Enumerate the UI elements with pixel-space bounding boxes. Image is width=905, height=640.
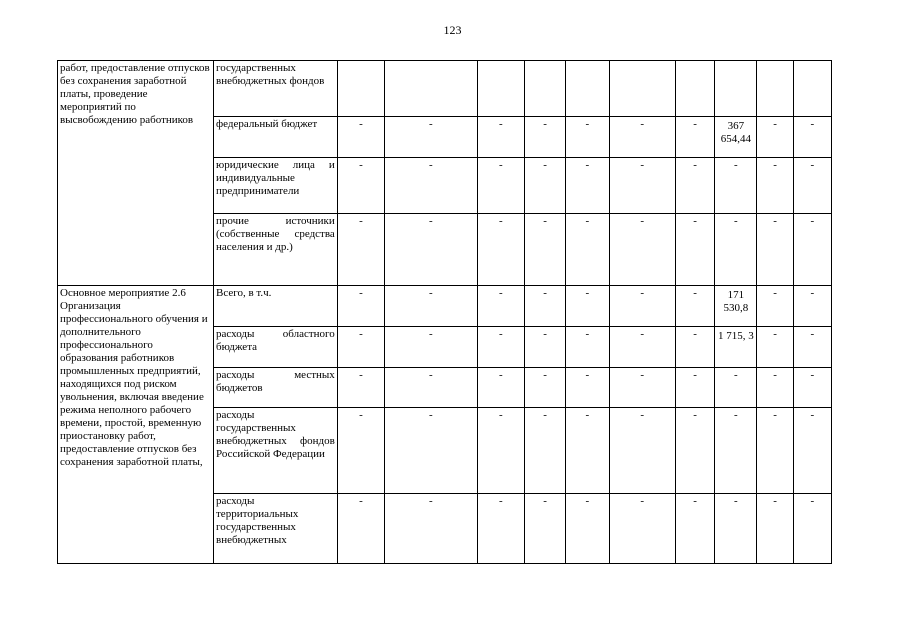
- value-cell: [337, 61, 384, 117]
- value-cell: -: [793, 494, 831, 564]
- value-cell: -: [524, 117, 565, 158]
- value-cell: -: [566, 117, 609, 158]
- value-cell: -: [675, 368, 714, 408]
- value-cell: -: [477, 117, 524, 158]
- value-cell: -: [524, 368, 565, 408]
- value-cell: -: [477, 158, 524, 214]
- source-cell: расходы местных бюджетов: [214, 368, 338, 408]
- source-cell: государственных внебюджетных фондов: [214, 61, 338, 117]
- value-cell: -: [477, 368, 524, 408]
- value-cell: -: [675, 408, 714, 494]
- value-cell: -: [609, 286, 675, 327]
- value-cell: -: [793, 286, 831, 327]
- value-cell: -: [757, 494, 793, 564]
- value-cell: -: [609, 117, 675, 158]
- value-cell: -: [385, 368, 478, 408]
- source-cell: расходы территориальных государственных внебюджетных: [214, 494, 338, 564]
- value-cell: -: [675, 158, 714, 214]
- value-cell: -: [609, 368, 675, 408]
- value-cell: -: [337, 214, 384, 286]
- value-cell: -: [793, 158, 831, 214]
- value-cell: -: [477, 214, 524, 286]
- source-cell: Всего, в т.ч.: [214, 286, 338, 327]
- value-cell: -: [385, 286, 478, 327]
- value-cell: -: [524, 494, 565, 564]
- value-cell: -: [337, 158, 384, 214]
- value-cell: -: [757, 214, 793, 286]
- value-cell: -: [337, 327, 384, 368]
- value-cell: -: [793, 214, 831, 286]
- value-cell: -: [793, 408, 831, 494]
- measure-cell: работ, предоставление отпусков без сохранения заработной платы, проведение мероприятий по высвобождению работников: [58, 61, 214, 286]
- value-cell: -: [793, 117, 831, 158]
- value-cell: -: [757, 286, 793, 327]
- value-cell: -: [477, 286, 524, 327]
- table-row: [58, 61, 832, 117]
- value-cell: -: [675, 286, 714, 327]
- value-cell: -: [675, 327, 714, 368]
- value-cell: -: [477, 408, 524, 494]
- value-cell: -: [385, 408, 478, 494]
- value-cell: -: [524, 327, 565, 368]
- value-cell: -: [337, 368, 384, 408]
- value-cell: 171 530,8: [715, 286, 757, 327]
- value-cell: -: [337, 117, 384, 158]
- value-cell: [566, 61, 609, 117]
- value-cell: [757, 61, 793, 117]
- value-cell: -: [715, 214, 757, 286]
- value-cell: -: [566, 494, 609, 564]
- value-cell: -: [566, 158, 609, 214]
- source-cell: федеральный бюджет: [214, 117, 338, 158]
- value-cell: -: [524, 286, 565, 327]
- source-cell: юридические лица и индивидуальные предприниматели: [214, 158, 338, 214]
- value-cell: 1 715, 3: [715, 327, 757, 368]
- value-cell: -: [609, 494, 675, 564]
- value-cell: -: [524, 408, 565, 494]
- value-cell: -: [609, 327, 675, 368]
- value-cell: -: [566, 327, 609, 368]
- value-cell: -: [566, 214, 609, 286]
- table-row: [58, 286, 832, 327]
- value-cell: [793, 61, 831, 117]
- value-cell: -: [385, 158, 478, 214]
- value-cell: -: [715, 494, 757, 564]
- value-cell: -: [337, 408, 384, 494]
- value-cell: -: [675, 117, 714, 158]
- value-cell: -: [337, 286, 384, 327]
- value-cell: -: [385, 327, 478, 368]
- value-cell: [524, 61, 565, 117]
- value-cell: -: [757, 327, 793, 368]
- value-cell: -: [715, 158, 757, 214]
- value-cell: -: [757, 368, 793, 408]
- source-cell: прочие источники (собственные средства населения и др.): [214, 214, 338, 286]
- value-cell: -: [385, 117, 478, 158]
- value-cell: 367 654,44: [715, 117, 757, 158]
- value-cell: -: [793, 327, 831, 368]
- value-cell: [385, 61, 478, 117]
- value-cell: -: [477, 494, 524, 564]
- value-cell: -: [715, 368, 757, 408]
- value-cell: -: [715, 408, 757, 494]
- value-cell: -: [757, 408, 793, 494]
- budget-table: [57, 60, 832, 564]
- value-cell: -: [524, 158, 565, 214]
- value-cell: -: [675, 494, 714, 564]
- value-cell: -: [757, 117, 793, 158]
- source-cell: расходы государственных внебюджетных фондов Российской Федерации: [214, 408, 338, 494]
- value-cell: -: [524, 214, 565, 286]
- value-cell: -: [566, 368, 609, 408]
- value-cell: [675, 61, 714, 117]
- value-cell: -: [609, 214, 675, 286]
- value-cell: -: [793, 368, 831, 408]
- measure-cell: Основное мероприятие 2.6 Организация профессионального обучения и дополнительного профессионального образования работников промышленных предприятий, находящихся под риском увольнения, включая введение режима неполного рабочего времени, простой, временную приостановку работ, предоставление отпусков без сохранения заработной платы,: [58, 286, 214, 564]
- value-cell: [609, 61, 675, 117]
- value-cell: -: [566, 286, 609, 327]
- value-cell: -: [477, 327, 524, 368]
- value-cell: -: [385, 494, 478, 564]
- value-cell: -: [757, 158, 793, 214]
- source-cell: расходы областного бюджета: [214, 327, 338, 368]
- value-cell: -: [337, 494, 384, 564]
- value-cell: -: [385, 214, 478, 286]
- page-number: 123: [443, 23, 462, 37]
- value-cell: -: [675, 214, 714, 286]
- value-cell: [715, 61, 757, 117]
- value-cell: -: [609, 408, 675, 494]
- value-cell: -: [609, 158, 675, 214]
- value-cell: -: [566, 408, 609, 494]
- value-cell: [477, 61, 524, 117]
